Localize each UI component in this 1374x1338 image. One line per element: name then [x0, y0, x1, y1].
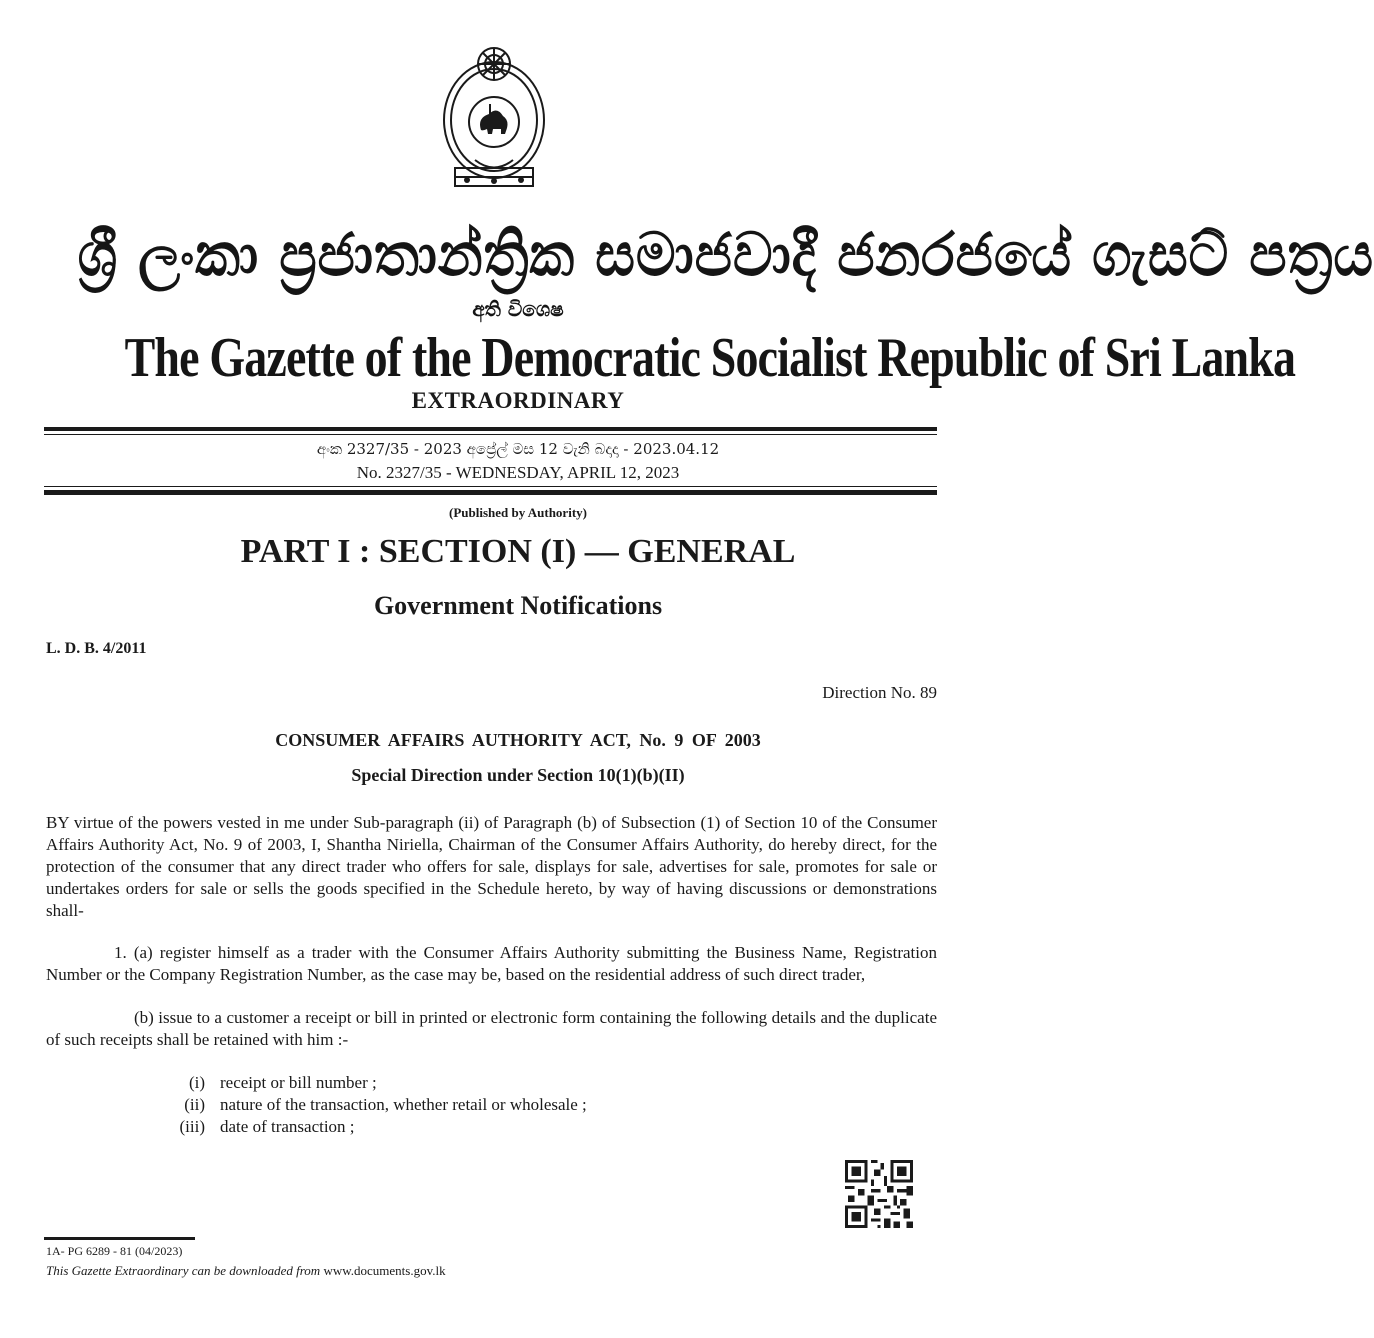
receipt-details-list: [170, 1072, 587, 1138]
clause-1b-paragraph: (b) issue to a customer a receipt or bill in printed or electronic form containing the following details and the duplicate of such receipts shall be retained with him :-: [46, 1008, 937, 1049]
list-item: [170, 1116, 587, 1138]
section-heading: Government Notifications: [373, 591, 663, 620]
qr-code-icon[interactable]: [845, 1160, 913, 1228]
gazette-subtitle-sinhala: අති විශෙෂ: [472, 297, 564, 321]
clause-1a-paragraph: 1. (a) register himself as a trader with the Consumer Affairs Authority submitting the Business Name, Registration Number or the Company Registration Number, as the case may be, based on the residential address of such direct trader,: [46, 943, 937, 984]
published-by-authority: (Published by Authority): [449, 505, 587, 520]
issue-line-sinhala: අංක 2327/35 - 2023 අප්‍රේල් මස 12 වැනි බදාදා - 2023.04.12: [316, 440, 720, 458]
gazette-title-english: The Gazette of the Democratic Socialist Republic of Sri Lanka: [124, 327, 1296, 389]
act-title: CONSUMER AFFAIRS AUTHORITY ACT, No. 9 OF 2003: [275, 730, 761, 750]
special-direction-heading: Special Direction under Section 10(1)(b)(II): [351, 765, 685, 785]
footer-rule: [44, 1237, 195, 1240]
list-item: [170, 1072, 587, 1094]
direction-number: Direction No. 89: [822, 683, 937, 702]
header-rule-bottom-thick: [44, 490, 937, 495]
part-title: PART I : SECTION (I) — GENERAL: [240, 533, 796, 570]
list-item-number: (ii): [184, 1095, 205, 1114]
list-item-number: (i): [188, 1073, 205, 1092]
list-item-text: date of transaction ;: [220, 1117, 355, 1136]
issue-line-english: No. 2327/35 - WEDNESDAY, APRIL 12, 2023: [356, 463, 680, 482]
download-note: [46, 1263, 446, 1279]
edition-label: EXTRAORDINARY: [411, 388, 625, 413]
download-url-link[interactable]: www.documents.gov.lk: [323, 1263, 446, 1278]
header-rule-bottom-thin: [44, 486, 937, 487]
list-item: [170, 1094, 587, 1116]
download-note-text: This Gazette Extraordinary can be downloaded from: [46, 1263, 321, 1278]
list-item-text: receipt or bill number ;: [220, 1073, 377, 1092]
gazette-title-sinhala: ශ්‍රී ලංකා ප්‍රජාතාන්ත්‍රික සමාජවාදී ජනරජයේ ගැසට් පත්‍රය: [77, 220, 1374, 290]
intro-paragraph: BY virtue of the powers vested in me under Sub-paragraph (ii) of Paragraph (b) of Subsection (1) of Section 10 of the Consumer Affairs Authority Act, No. 9 of 2003, I, Shantha Niriella, Chairman of the Consumer Affairs Authority, do hereby direct, for the protection of the consumer that any direct trader who offers for sale, displays for sale, advertises for sale, promotes for sale or undertakes orders for sale or sells the goods specified in the Schedule hereto, by way of having discussions or demonstrations shall-: [46, 813, 937, 920]
header-rule-top-thin: [44, 434, 937, 435]
list-item-number: (iii): [179, 1117, 205, 1136]
header-rule-top-thick: [44, 427, 937, 431]
reference-number: L. D. B. 4/2011: [46, 640, 147, 657]
list-item-text: nature of the transaction, whether retail or wholesale ;: [220, 1095, 587, 1114]
print-code: 1A- PG 6289 - 81 (04/2023): [46, 1244, 183, 1258]
national-emblem-icon: [437, 40, 551, 196]
